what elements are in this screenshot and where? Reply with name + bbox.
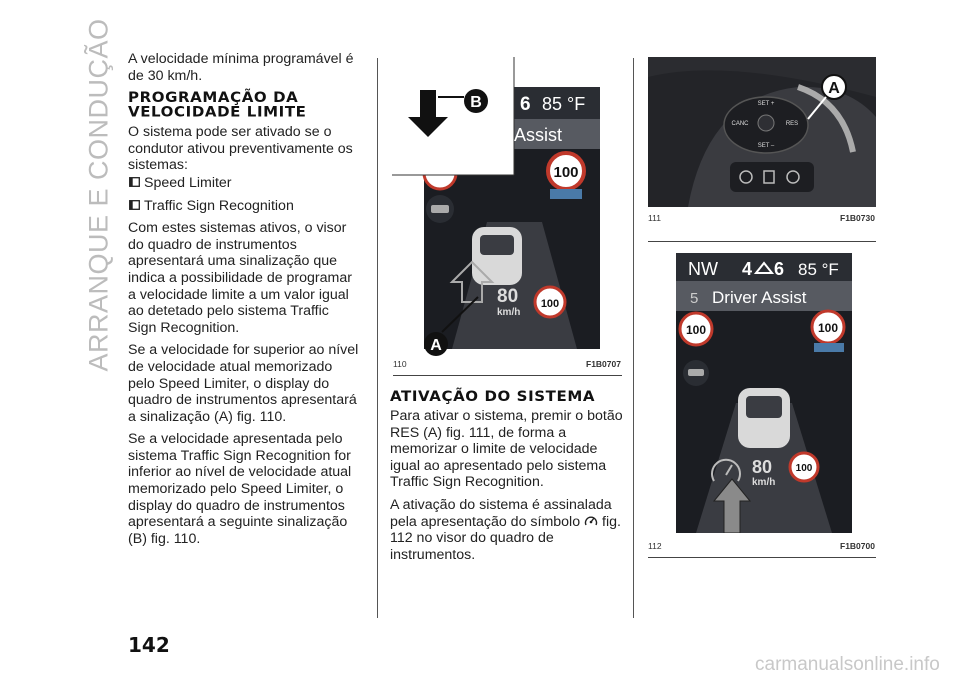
callout-label-b: B <box>470 94 482 111</box>
display-heading: NW <box>688 259 718 279</box>
figure-code: F1B0707 <box>586 359 621 369</box>
figure-rule <box>393 375 622 376</box>
column-divider <box>377 58 378 618</box>
button-res: RES <box>785 121 799 127</box>
display-small-gear: 5 <box>690 290 699 307</box>
button-canc: CANC <box>731 121 749 127</box>
paragraph: O sistema pode ser ativado se o condutor ativou preventivamente os sistemas: <box>128 124 353 174</box>
speed-limit-assist-icon <box>584 514 598 528</box>
chapter-side-title: ARRANQUE E CONDUÇÃO <box>83 18 114 372</box>
figure-code: F1B0730 <box>840 213 875 223</box>
paragraph: A ativação do sistema é assinalada pela apresentação do símbolo fig. 112 no visor do quadro de instrumentos. <box>390 496 621 563</box>
watermark: carmanualsonline.info <box>755 654 940 675</box>
bullet-box-icon <box>129 200 140 210</box>
display-speed-unit: km/h <box>752 477 776 488</box>
bullet-item-traffic-sign: Traffic Sign Recognition <box>128 198 360 215</box>
figure-rule <box>648 241 876 242</box>
button-set-minus: SET – <box>757 143 775 149</box>
section-heading-programacao: PROGRAMAÇÃO DA VELOCIDADE LIMITE <box>128 89 307 121</box>
figure-rule <box>648 557 876 558</box>
speed-sign-bottom: 100 <box>540 298 560 310</box>
figure-number: 111 <box>648 213 661 223</box>
button-set-plus: SET + <box>757 101 775 107</box>
speed-sign-left: 100 <box>685 323 707 337</box>
figure-112 <box>676 253 852 533</box>
paragraph: Se a velocidade for superior ao nível de velocidade atual memorizado pelo Speed Limiter, o display do quadro de instrumentos apresentará a sinalização (A) fig. 110. <box>128 342 359 425</box>
speed-sign-right: 100 <box>817 321 839 335</box>
display-speed-unit: km/h <box>497 307 521 318</box>
figure-code: F1B0700 <box>840 541 875 551</box>
page-number: 142 <box>128 633 170 657</box>
instrument-display-illustration <box>392 57 622 362</box>
driver-assist-display-illustration <box>676 253 852 533</box>
paragraph: Para ativar o sistema, premir o botão RES (A) fig. 111, de forma a memorizar o limite de velocidade igual ao apresentado pelo sistema Traffic Sign Recognition. <box>390 408 623 491</box>
display-gear: 6 <box>520 94 531 115</box>
section-heading-ativacao: ATIVAÇÃO DO SISTEMA <box>390 387 596 405</box>
display-speed: 80 <box>497 286 519 307</box>
display-speed: 80 <box>752 457 773 477</box>
bullet-item-speed-limiter: Speed Limiter <box>128 175 360 192</box>
figure-111 <box>648 57 876 207</box>
display-temperature: 85 °F <box>798 260 839 279</box>
paragraph: Com estes sistemas ativos, o visor do quadro de instrumentos apresentará uma sinalização que indica a possibilidade de programar a velocidade limite a um valor igual ao detetado pelo sistema Traffic Sign Recognition. <box>128 220 352 336</box>
speed-sign-top: 100 <box>553 164 579 181</box>
callout-label-a: A <box>430 337 442 354</box>
figure-number: 112 <box>648 541 662 551</box>
speed-sign-bottom: 100 <box>795 463 813 474</box>
intro-paragraph: A velocidade mínima programável é de 30 km/h. <box>128 51 354 84</box>
display-gear-2: 6 <box>774 259 785 279</box>
display-title: Driver Assist <box>712 288 807 307</box>
figure-110 <box>392 57 622 362</box>
figure-number: 110 <box>393 359 407 369</box>
display-temperature: 85 °F <box>542 94 586 114</box>
paragraph: Se a velocidade apresentada pelo sistema Traffic Sign Recognition for inferior ao nível de velocidade atual memorizado pelo Speed Limiter, o display do quadro de instrumentos apresentará a seguinte sinalização (B) fig. 110. <box>128 431 352 547</box>
bullet-box-icon <box>129 177 140 187</box>
text-column-2 <box>390 387 626 569</box>
display-gear: 4 <box>742 259 753 279</box>
steering-wheel-buttons-illustration <box>648 57 876 207</box>
column-divider <box>633 58 634 618</box>
text-column-1 <box>128 51 360 553</box>
display-assist-text: Assist <box>514 125 563 145</box>
callout-label-a: A <box>828 80 840 97</box>
